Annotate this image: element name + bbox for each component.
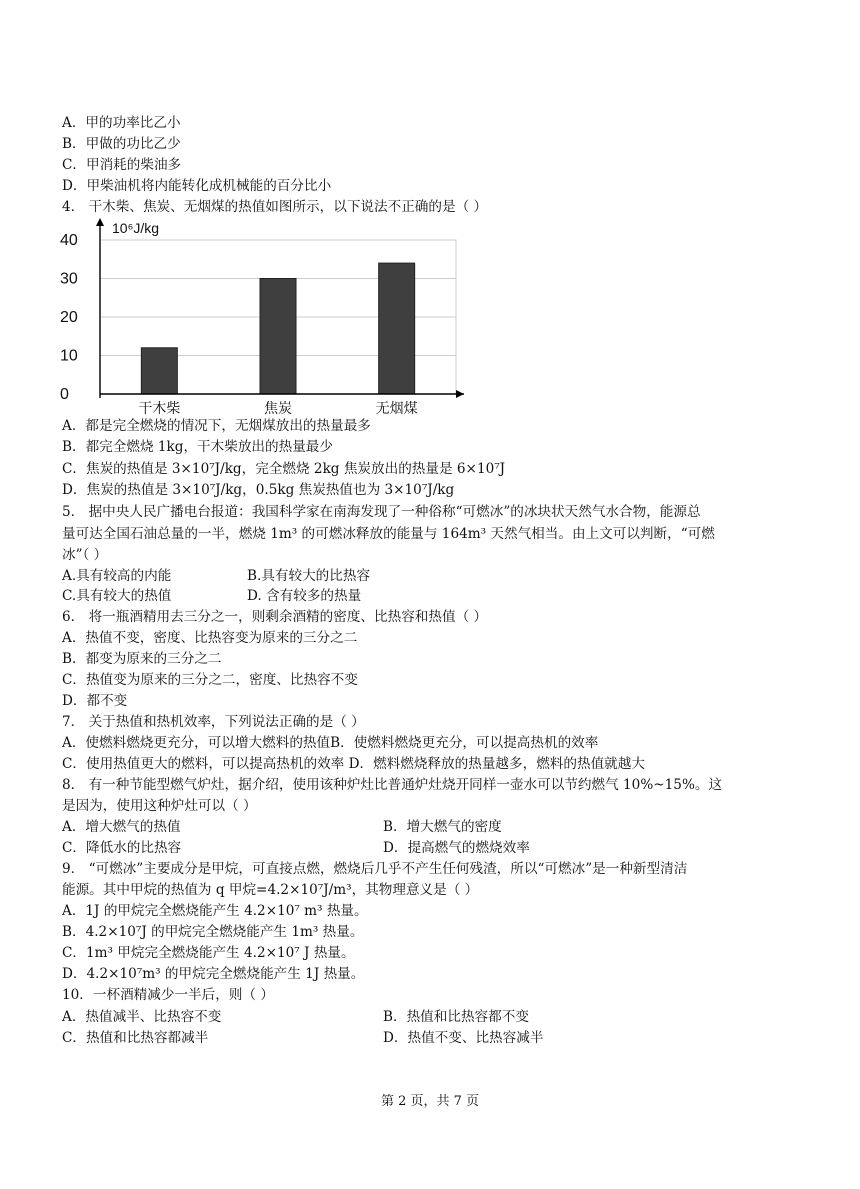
question-4: 4． 干木柴、焦炭、无烟煤的热值如图所示，以下说法不正确的是（ ） [62,199,488,215]
question-9-line2: 能源。其中甲烷的热值为 q 甲烷=4.2×10⁷J/m³，其物理意义是（ ） [62,882,479,898]
chart-labels [60,220,418,416]
option-3b: B．甲做的功比乙少 [62,136,181,152]
question-6: 6． 将一瓶酒精用去三分之一，则剩余酒精的密度、比热容和热值（ ） [62,609,488,625]
option-8c: C．降低水的比热容 [62,840,182,856]
option-3a: A．甲的功率比乙小 [62,115,181,131]
option-5c: C.具有较大的热值 [62,588,172,604]
option-8b: B．增大燃气的密度 [383,819,502,835]
page-footer: 第 2 页，共 7 页 [380,1094,480,1109]
question-5-line3: 冰”（ ） [62,547,108,563]
option-4c: C．焦炭的热值是 3×10⁷J/kg，完全燃烧 2kg 焦炭放出的热量是 6×10⁷J [62,461,506,477]
option-10d: D．热值不变、比热容减半 [383,1030,544,1046]
option-5b: B.具有较大的比热容 [247,568,371,584]
option-row-7cd: C．使用热值更大的燃料，可以提高热机的效率 D．燃料燃烧释放的热量越多，燃料的热值就越大 [62,756,645,772]
option-6a: A．热值不变，密度、比热容变为原来的三分之二 [62,630,358,646]
y-axis-arrow [96,218,104,226]
option-9c: C．1m³ 甲烷完全燃烧能产生 4.2×10⁷ J 热量。 [62,945,355,961]
option-row-5cd [62,586,362,606]
question-5-line2: 量可达全国石油总量的一半，燃烧 1m³ 的可燃冰释放的能量与 164m³ 天然气相当。由上文可以判断，“可燃 [62,526,715,542]
x-category-label: 干木柴 [138,401,181,416]
option-5a: A.具有较高的内能 [62,568,172,584]
bar-1 [141,348,177,394]
option-row-10cd [62,1028,544,1048]
bar-2 [260,279,296,395]
option-4a: A．都是完全燃烧的情况下，无烟煤放出的热量最多 [62,418,371,434]
option-5d: D. 含有较多的热量 [247,588,362,604]
bar-3 [379,263,415,394]
option-6c: C．热值变为原来的三分之二，密度、比热容不变 [62,672,358,688]
y-tick-label: 20 [60,309,78,326]
option-10b: B．热值和比热容都不变 [383,1009,529,1025]
option-6d: D．都不变 [62,693,128,709]
y-tick-label: 40 [60,232,78,249]
x-category-label: 无烟煤 [375,401,418,416]
option-10a: A．热值减半、比热容不变 [62,1009,222,1025]
y-axis-unit-label: 10⁶J/kg [112,220,160,236]
option-8a: A．增大燃气的热值 [62,819,181,835]
y-tick-label: 30 [60,270,78,288]
option-4b: B．都完全燃烧 1kg，干木柴放出的热量最少 [62,439,333,455]
x-axis-arrow [456,390,464,398]
option-10c: C．热值和比热容都减半 [62,1030,209,1046]
y-tick-label: 10 [60,347,78,365]
option-4d: D．焦炭的热值是 3×10⁷J/kg，0.5kg 焦炭热值也为 3×10⁷J/kg [62,482,455,498]
question-8-line2: 是因为，使用这种炉灶可以（ ） [62,798,257,814]
question-8-line1: 8． 有一种节能型燃气炉灶，据介绍，使用该种炉灶比普通炉灶烧开同样一壶水可以节约燃气 10%~15%。这 [62,777,723,793]
option-9b: B．4.2×10⁷J 的甲烷完全燃烧能产生 1m³ 热量。 [62,924,364,940]
chart-bars [141,263,414,394]
y-tick-label: 0 [60,386,69,403]
option-row-8cd [62,838,530,858]
option-row-10ab [62,1007,529,1027]
question-9-line1: 9． “可燃冰”主要成分是甲烷，可直接点燃，燃烧后几乎不产生任何残渣，所以“可燃冰”是一种新型清洁 [62,861,688,877]
option-row-8ab [62,817,502,837]
option-3d: D．甲柴油机将内能转化成机械能的百分比小 [62,178,332,194]
heat-value-bar-chart [58,216,478,416]
question-7: 7． 关于热值和热机效率，下列说法正确的是（ ） [62,714,365,730]
option-row-5ab [62,566,371,586]
question-10: 10．一杯酒精减少一半后，则（ ） [62,987,274,1003]
option-9d: D．4.2×10⁷m³ 的甲烷完全燃烧能产生 1J 热量。 [62,966,365,982]
option-row-7ab: A．使燃料燃烧更充分，可以增大燃料的热值B．使燃料燃烧更充分，可以提高热机的效率 [62,735,599,751]
option-8d: D．提高燃气的燃烧效率 [383,840,530,856]
option-9a: A．1J 的甲烷完全燃烧能产生 4.2×10⁷ m³ 热量。 [62,903,368,919]
x-category-label: 焦炭 [264,401,292,416]
question-5-line1: 5． 据中央人民广播电台报道：我国科学家在南海发现了一种俗称“可燃冰”的冰块状天然气水合物，能源总 [62,504,701,520]
option-6b: B．都变为原来的三分之二 [62,651,222,667]
option-3c: C．甲消耗的柴油多 [62,157,182,173]
